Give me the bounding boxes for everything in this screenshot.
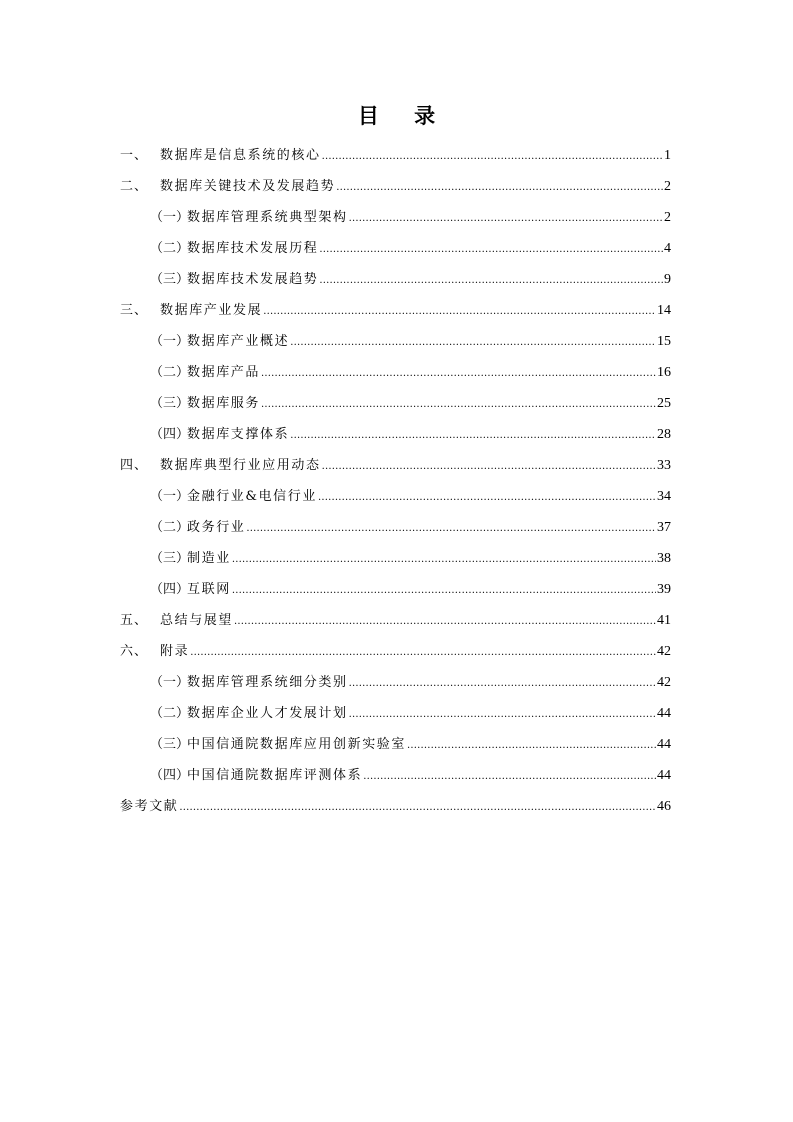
toc-dot-leader [261,389,656,420]
toc-page-number: 28 [657,427,671,442]
toc-entry-title: 互联网 [187,582,231,597]
toc-entry-title: 数据库是信息系统的核心 [160,148,321,163]
toc-entry[interactable] [120,140,671,171]
toc-dot-leader [246,513,656,544]
toc-entry-title: 数据库技术发展历程 [187,241,319,256]
toc-entry-number: 三、 [120,303,149,318]
toc-dot-leader [261,358,656,389]
toc-page-number: 16 [657,365,671,380]
toc-page-number: 33 [657,458,671,473]
toc-entry-number: （三） [150,396,190,411]
toc-dot-leader [322,141,663,172]
toc-dot-leader [232,575,656,606]
toc-dot-leader [234,606,656,637]
toc-entry[interactable] [120,481,671,512]
toc-page-number: 42 [657,675,671,690]
toc-entry-title: 数据库服务 [187,396,261,411]
toc-entry-title: 数据库管理系统典型架构 [187,210,348,225]
toc-page-number: 9 [664,272,671,287]
toc-dot-leader [407,730,656,761]
toc-entry[interactable] [120,636,671,667]
toc-entry-number: （三） [150,551,190,566]
toc-dot-leader [349,668,656,699]
toc-page-number: 25 [657,396,671,411]
toc-entry-number: （二） [150,365,190,380]
toc-entry-title: 参考文献 [120,799,179,814]
toc-entry-title: 数据库管理系统细分类别 [187,675,348,690]
toc-dot-leader [190,637,656,668]
toc-page-number: 44 [657,706,671,721]
toc-page-number: 39 [657,582,671,597]
toc-entry[interactable] [120,574,671,605]
toc-entry-number: （二） [150,520,190,535]
toc-page-number: 4 [664,241,671,256]
toc-entry-title: 中国信通院数据库应用创新实验室 [187,737,407,752]
toc-entry[interactable] [120,264,671,295]
toc-entry-number: 一、 [120,148,149,163]
toc-entry[interactable] [120,698,671,729]
toc-entry[interactable] [120,295,671,326]
toc-page-number: 34 [657,489,671,504]
toc-entry[interactable] [120,450,671,481]
toc-entry-title: 政务行业 [187,520,246,535]
toc-entry-title: 数据库产品 [187,365,261,380]
toc-dot-leader [319,234,663,265]
toc-dot-leader [319,265,663,296]
toc-page-number: 44 [657,768,671,783]
toc-entry-title: 数据库产业发展 [160,303,263,318]
toc-page-number: 2 [664,179,671,194]
toc-entry-title: 附录 [160,644,190,659]
toc-entry-number: 四、 [120,458,149,473]
toc-page-number: 2 [664,210,671,225]
toc-entry-number: （四） [150,582,190,597]
toc-dot-leader [363,761,656,792]
toc-entry[interactable] [120,667,671,698]
toc-page-number: 42 [657,644,671,659]
toc-entry-number: （二） [150,706,190,721]
toc-entry[interactable] [120,512,671,543]
toc-page-number: 41 [657,613,671,628]
toc-dot-leader [318,482,656,513]
toc-entry[interactable] [120,729,671,760]
toc-entry-number: （四） [150,427,190,442]
toc-entry-number: 六、 [120,644,149,659]
toc-entry-title: 数据库产业概述 [187,334,290,349]
toc-entry-title: 金融行业&电信行业 [187,489,317,504]
toc-page-number: 44 [657,737,671,752]
toc-page-number: 37 [657,520,671,535]
toc-dot-leader [322,451,656,482]
toc-list [120,140,671,822]
toc-entry-number: （三） [150,272,190,287]
toc-entry-number: 五、 [120,613,149,628]
toc-page-number: 1 [664,148,671,163]
toc-page-number: 38 [657,551,671,566]
toc-entry[interactable] [120,760,671,791]
toc-entry-number: （三） [150,737,190,752]
toc-entry-title: 数据库企业人才发展计划 [187,706,348,721]
toc-dot-leader [179,792,656,823]
toc-dot-leader [290,327,656,358]
toc-page-number: 14 [657,303,671,318]
toc-entry[interactable] [120,543,671,574]
toc-entry-title: 中国信通院数据库评测体系 [187,768,363,783]
toc-entry[interactable] [120,202,671,233]
toc-entry[interactable] [120,326,671,357]
toc-entry[interactable] [120,419,671,450]
toc-entry-title: 制造业 [187,551,231,566]
toc-dot-leader [349,203,663,234]
toc-dot-leader [290,420,656,451]
toc-entry-title: 数据库支撑体系 [187,427,290,442]
toc-dot-leader [349,699,656,730]
toc-entry-number: （一） [150,334,190,349]
toc-entry-title: 数据库技术发展趋势 [187,272,319,287]
toc-entry-number: （一） [150,675,190,690]
toc-entry[interactable] [120,791,671,822]
toc-entry[interactable] [120,233,671,264]
toc-entry[interactable] [120,171,671,202]
toc-entry[interactable] [120,605,671,636]
toc-entry-number: （一） [150,210,190,225]
toc-page-number: 15 [657,334,671,349]
toc-dot-leader [336,172,663,203]
page-title: 目 录 [357,104,450,128]
toc-entry-number: （二） [150,241,190,256]
toc-entry-title: 总结与展望 [160,613,234,628]
toc-dot-leader [232,544,656,575]
toc-entry-number: 二、 [120,179,149,194]
toc-entry[interactable] [120,388,671,419]
toc-dot-leader [263,296,656,327]
toc-entry-number: （一） [150,489,190,504]
toc-entry-title: 数据库典型行业应用动态 [160,458,321,473]
toc-entry[interactable] [120,357,671,388]
toc-entry-number: （四） [150,768,190,783]
toc-page-number: 46 [657,799,671,814]
toc-entry-title: 数据库关键技术及发展趋势 [160,179,336,194]
